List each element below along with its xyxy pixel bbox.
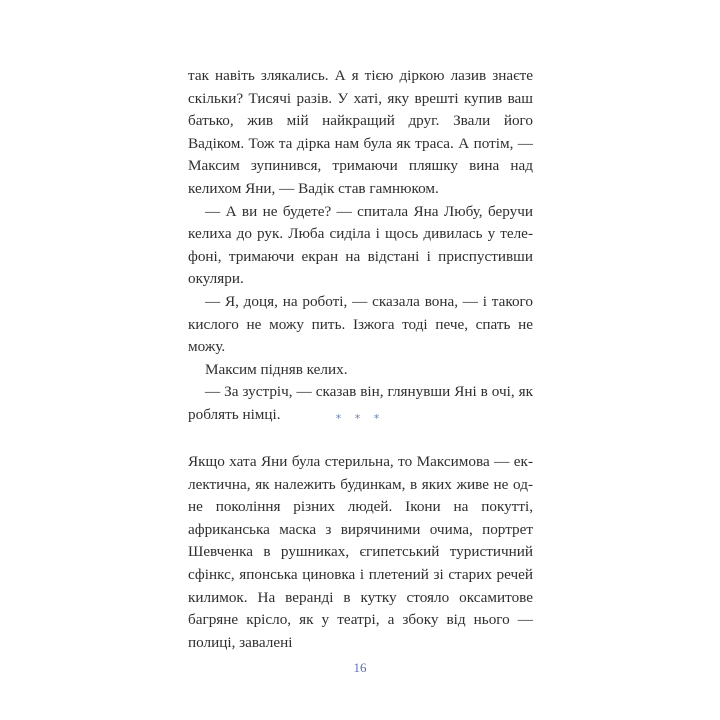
paragraph: — А ви не будете? — спитала Яна Любу, беручи келиха до рук. Люба сиділа і щось дивилась у телефоні, тримаючи екран на відстані і приспустивши окуляри.	[188, 202, 533, 288]
page-number: 16	[353, 660, 367, 675]
paragraph: — Я, доця, на роботі, — сказала вона, — і такого кислого не можу пить. Ізжога тоді пече, спать не можу.	[188, 292, 533, 356]
paragraph: Максим підняв келих.	[205, 360, 348, 378]
paragraph: так навіть злякались. А я тією діркою лазив знаєте скільки? Тисячі разів. У хаті, яку врешті купив ваш батько, жив мій найкращий друг. Звали його Вадіком. Тож та дірка нам була як траса. А потім, — Максим зупинився, тримаючи пляшку вина над келихом Яни, — Вадік став гамнюком.	[188, 67, 533, 197]
paragraph: — За зустріч, — сказав він, глянувши Яні в очі, як роблять німці.	[188, 383, 533, 423]
text-section-top	[188, 65, 533, 427]
paragraph: Якщо хата Яни була стерильна, то Максимова — еклектична, як належить будинкам, в яких живе не одне покоління різних людей. Ікони на покутті, африканська маска з вирячиними очима, портрет Шевченка в рушниках, єгипетський туристичний сфінкс, японська циновка і плетений зі старих речей килимок. На веранді в кутку стояло оксамитове багряне крісло, як у театрі, а збоку від нього — полиці, завалені	[188, 453, 533, 651]
text-section-bottom	[188, 451, 533, 654]
section-divider: * * *	[335, 412, 385, 425]
